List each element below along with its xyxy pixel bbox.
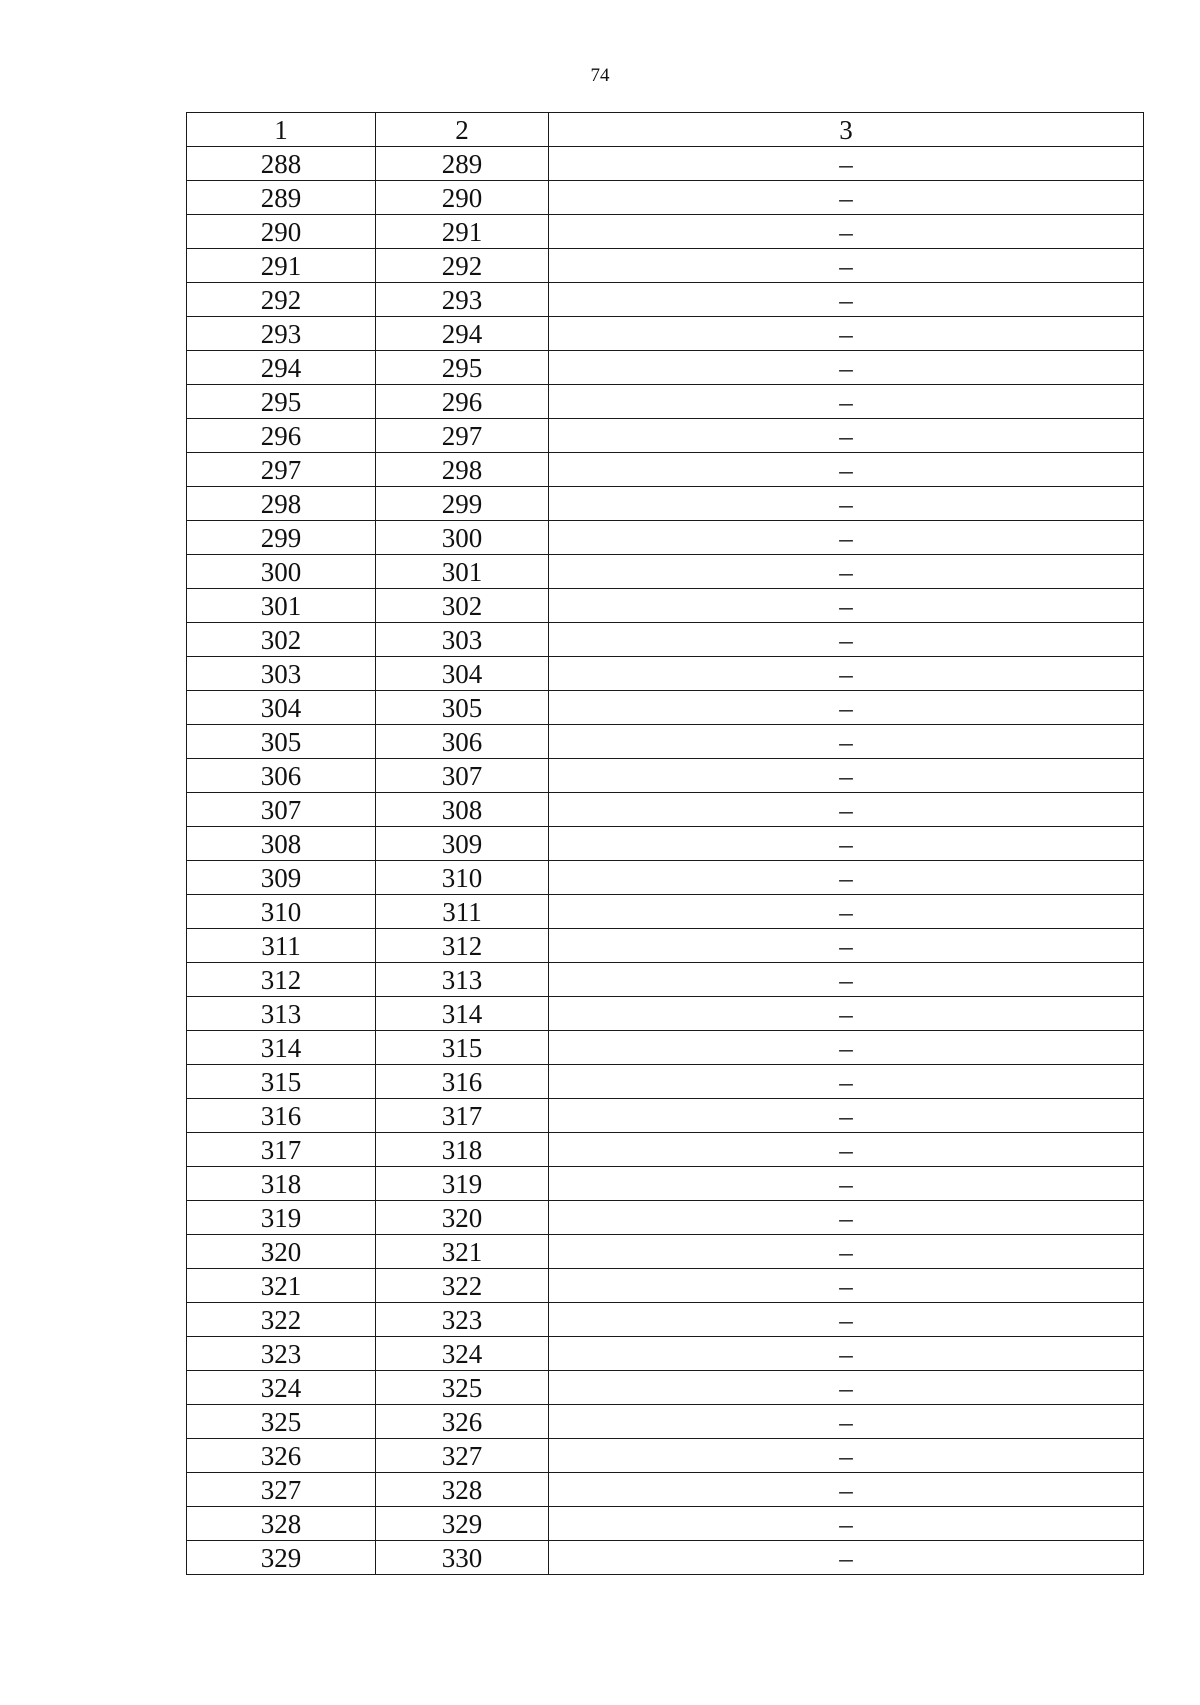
table-cell-col-2: 292 bbox=[376, 249, 549, 283]
table-cell-col-3: – bbox=[549, 725, 1144, 759]
table-cell-col-2: 323 bbox=[376, 1303, 549, 1337]
table-cell-col-2: 293 bbox=[376, 283, 549, 317]
table-row bbox=[187, 997, 1144, 1031]
table-cell-col-2: 305 bbox=[376, 691, 549, 725]
table-row bbox=[187, 657, 1144, 691]
table-cell-col-1: 295 bbox=[187, 385, 376, 419]
table-row bbox=[187, 555, 1144, 589]
table-cell-col-1: 301 bbox=[187, 589, 376, 623]
table-cell-col-1: 324 bbox=[187, 1371, 376, 1405]
table-cell-col-3: – bbox=[549, 1473, 1144, 1507]
table-cell-col-1: 296 bbox=[187, 419, 376, 453]
table-cell-col-3: – bbox=[549, 827, 1144, 861]
table-cell-col-2: 300 bbox=[376, 521, 549, 555]
table-cell-col-3: – bbox=[549, 963, 1144, 997]
table-cell-col-3: – bbox=[549, 1337, 1144, 1371]
table-cell-col-2: 318 bbox=[376, 1133, 549, 1167]
table-row bbox=[187, 861, 1144, 895]
table-cell-col-1: 290 bbox=[187, 215, 376, 249]
table-cell-col-2: 312 bbox=[376, 929, 549, 963]
table-cell-col-2: 303 bbox=[376, 623, 549, 657]
table-row bbox=[187, 385, 1144, 419]
table-cell-col-3: – bbox=[549, 147, 1144, 181]
table-cell-col-1: 317 bbox=[187, 1133, 376, 1167]
table-cell-col-3: – bbox=[549, 759, 1144, 793]
table-row bbox=[187, 623, 1144, 657]
table-cell-col-3: – bbox=[549, 929, 1144, 963]
table-cell-col-3: – bbox=[549, 589, 1144, 623]
table-cell-col-3: – bbox=[549, 317, 1144, 351]
table-row bbox=[187, 1235, 1144, 1269]
table-cell-col-3: – bbox=[549, 997, 1144, 1031]
column-header-1: 1 bbox=[187, 113, 376, 147]
table-cell-col-1: 304 bbox=[187, 691, 376, 725]
table-cell-col-2: 289 bbox=[376, 147, 549, 181]
table-row bbox=[187, 725, 1144, 759]
table-cell-col-1: 311 bbox=[187, 929, 376, 963]
table-row bbox=[187, 1473, 1144, 1507]
table-row bbox=[187, 827, 1144, 861]
table-cell-col-3: – bbox=[549, 1507, 1144, 1541]
table-row bbox=[187, 453, 1144, 487]
table-cell-col-2: 319 bbox=[376, 1167, 549, 1201]
column-header-3: 3 bbox=[549, 113, 1144, 147]
table-cell-col-2: 317 bbox=[376, 1099, 549, 1133]
table-cell-col-2: 315 bbox=[376, 1031, 549, 1065]
table-cell-col-2: 308 bbox=[376, 793, 549, 827]
table-header-row bbox=[187, 113, 1144, 147]
table-cell-col-3: – bbox=[549, 861, 1144, 895]
table-cell-col-3: – bbox=[549, 657, 1144, 691]
table-cell-col-3: – bbox=[549, 1439, 1144, 1473]
table-cell-col-2: 321 bbox=[376, 1235, 549, 1269]
table-cell-col-2: 310 bbox=[376, 861, 549, 895]
table-cell-col-3: – bbox=[549, 1541, 1144, 1575]
table-cell-col-3: – bbox=[549, 1371, 1144, 1405]
table-row bbox=[187, 929, 1144, 963]
table-cell-col-2: 294 bbox=[376, 317, 549, 351]
table-cell-col-2: 298 bbox=[376, 453, 549, 487]
table-row bbox=[187, 487, 1144, 521]
table-cell-col-1: 329 bbox=[187, 1541, 376, 1575]
table-row bbox=[187, 759, 1144, 793]
table-cell-col-2: 296 bbox=[376, 385, 549, 419]
table-cell-col-1: 309 bbox=[187, 861, 376, 895]
table-cell-col-1: 298 bbox=[187, 487, 376, 521]
table-row bbox=[187, 1439, 1144, 1473]
table-row bbox=[187, 1269, 1144, 1303]
table-row bbox=[187, 1337, 1144, 1371]
table-row bbox=[187, 317, 1144, 351]
table-cell-col-3: – bbox=[549, 521, 1144, 555]
table-cell-col-3: – bbox=[549, 691, 1144, 725]
page-number: 74 bbox=[590, 65, 610, 86]
table-cell-col-3: – bbox=[549, 895, 1144, 929]
table-cell-col-1: 318 bbox=[187, 1167, 376, 1201]
table-row bbox=[187, 147, 1144, 181]
table-row bbox=[187, 1541, 1144, 1575]
table-cell-col-2: 313 bbox=[376, 963, 549, 997]
table-cell-col-1: 306 bbox=[187, 759, 376, 793]
table-row bbox=[187, 1371, 1144, 1405]
table-cell-col-2: 297 bbox=[376, 419, 549, 453]
table-cell-col-2: 301 bbox=[376, 555, 549, 589]
column-header-2: 2 bbox=[376, 113, 549, 147]
table-cell-col-1: 321 bbox=[187, 1269, 376, 1303]
table-cell-col-2: 291 bbox=[376, 215, 549, 249]
table-cell-col-3: – bbox=[549, 487, 1144, 521]
table-row bbox=[187, 895, 1144, 929]
table-cell-col-2: 309 bbox=[376, 827, 549, 861]
table-cell-col-3: – bbox=[549, 453, 1144, 487]
table-cell-col-3: – bbox=[549, 283, 1144, 317]
table-row bbox=[187, 1133, 1144, 1167]
table-cell-col-1: 293 bbox=[187, 317, 376, 351]
table-row bbox=[187, 521, 1144, 555]
table-cell-col-2: 330 bbox=[376, 1541, 549, 1575]
table-cell-col-2: 328 bbox=[376, 1473, 549, 1507]
table-cell-col-1: 327 bbox=[187, 1473, 376, 1507]
table-row bbox=[187, 181, 1144, 215]
table-cell-col-3: – bbox=[549, 419, 1144, 453]
table-cell-col-1: 297 bbox=[187, 453, 376, 487]
table-cell-col-3: – bbox=[549, 385, 1144, 419]
table-cell-col-3: – bbox=[549, 623, 1144, 657]
data-table bbox=[186, 112, 1144, 1575]
table-cell-col-2: 325 bbox=[376, 1371, 549, 1405]
table-cell-col-3: – bbox=[549, 1133, 1144, 1167]
table-cell-col-1: 313 bbox=[187, 997, 376, 1031]
table-cell-col-3: – bbox=[549, 1269, 1144, 1303]
table-cell-col-2: 320 bbox=[376, 1201, 549, 1235]
table-cell-col-1: 319 bbox=[187, 1201, 376, 1235]
table-cell-col-2: 329 bbox=[376, 1507, 549, 1541]
table-row bbox=[187, 1405, 1144, 1439]
table-cell-col-1: 316 bbox=[187, 1099, 376, 1133]
table-row bbox=[187, 215, 1144, 249]
table-cell-col-1: 322 bbox=[187, 1303, 376, 1337]
table-cell-col-2: 304 bbox=[376, 657, 549, 691]
table-row bbox=[187, 1031, 1144, 1065]
table-row bbox=[187, 249, 1144, 283]
table-cell-col-1: 292 bbox=[187, 283, 376, 317]
table-cell-col-2: 314 bbox=[376, 997, 549, 1031]
table-cell-col-3: – bbox=[549, 1031, 1144, 1065]
table-cell-col-3: – bbox=[549, 1065, 1144, 1099]
table-cell-col-1: 326 bbox=[187, 1439, 376, 1473]
table-row bbox=[187, 589, 1144, 623]
table-row bbox=[187, 419, 1144, 453]
table-cell-col-3: – bbox=[549, 1303, 1144, 1337]
table-cell-col-2: 307 bbox=[376, 759, 549, 793]
table-row bbox=[187, 283, 1144, 317]
table-row bbox=[187, 1507, 1144, 1541]
table-cell-col-1: 320 bbox=[187, 1235, 376, 1269]
table-cell-col-1: 302 bbox=[187, 623, 376, 657]
table-row bbox=[187, 351, 1144, 385]
table-cell-col-2: 326 bbox=[376, 1405, 549, 1439]
table-cell-col-3: – bbox=[549, 1167, 1144, 1201]
table-cell-col-2: 322 bbox=[376, 1269, 549, 1303]
table-cell-col-3: – bbox=[549, 215, 1144, 249]
table-cell-col-3: – bbox=[549, 1201, 1144, 1235]
table-cell-col-1: 291 bbox=[187, 249, 376, 283]
table-cell-col-1: 299 bbox=[187, 521, 376, 555]
table-row bbox=[187, 1065, 1144, 1099]
table-cell-col-1: 308 bbox=[187, 827, 376, 861]
table-cell-col-2: 295 bbox=[376, 351, 549, 385]
table-cell-col-2: 327 bbox=[376, 1439, 549, 1473]
table-cell-col-2: 299 bbox=[376, 487, 549, 521]
table-row bbox=[187, 1201, 1144, 1235]
table-row bbox=[187, 1167, 1144, 1201]
table-cell-col-1: 312 bbox=[187, 963, 376, 997]
table-cell-col-2: 302 bbox=[376, 589, 549, 623]
table-cell-col-2: 290 bbox=[376, 181, 549, 215]
table-cell-col-3: – bbox=[549, 793, 1144, 827]
table-cell-col-1: 303 bbox=[187, 657, 376, 691]
table-cell-col-3: – bbox=[549, 555, 1144, 589]
table-cell-col-3: – bbox=[549, 1405, 1144, 1439]
table-row bbox=[187, 793, 1144, 827]
table-cell-col-3: – bbox=[549, 249, 1144, 283]
table-cell-col-1: 323 bbox=[187, 1337, 376, 1371]
table-cell-col-1: 294 bbox=[187, 351, 376, 385]
table-cell-col-1: 289 bbox=[187, 181, 376, 215]
table-cell-col-3: – bbox=[549, 1235, 1144, 1269]
table-cell-col-1: 300 bbox=[187, 555, 376, 589]
table-cell-col-3: – bbox=[549, 181, 1144, 215]
table-cell-col-2: 306 bbox=[376, 725, 549, 759]
table-cell-col-1: 315 bbox=[187, 1065, 376, 1099]
table-body bbox=[187, 113, 1144, 1575]
table-cell-col-1: 325 bbox=[187, 1405, 376, 1439]
table-row bbox=[187, 963, 1144, 997]
table-cell-col-1: 314 bbox=[187, 1031, 376, 1065]
table-cell-col-1: 328 bbox=[187, 1507, 376, 1541]
table-row bbox=[187, 691, 1144, 725]
table-cell-col-2: 324 bbox=[376, 1337, 549, 1371]
table-cell-col-3: – bbox=[549, 1099, 1144, 1133]
table-cell-col-1: 310 bbox=[187, 895, 376, 929]
table-cell-col-3: – bbox=[549, 351, 1144, 385]
table-cell-col-1: 288 bbox=[187, 147, 376, 181]
table-cell-col-2: 311 bbox=[376, 895, 549, 929]
table-row bbox=[187, 1099, 1144, 1133]
table-cell-col-1: 307 bbox=[187, 793, 376, 827]
table-row bbox=[187, 1303, 1144, 1337]
table-cell-col-2: 316 bbox=[376, 1065, 549, 1099]
table-cell-col-1: 305 bbox=[187, 725, 376, 759]
